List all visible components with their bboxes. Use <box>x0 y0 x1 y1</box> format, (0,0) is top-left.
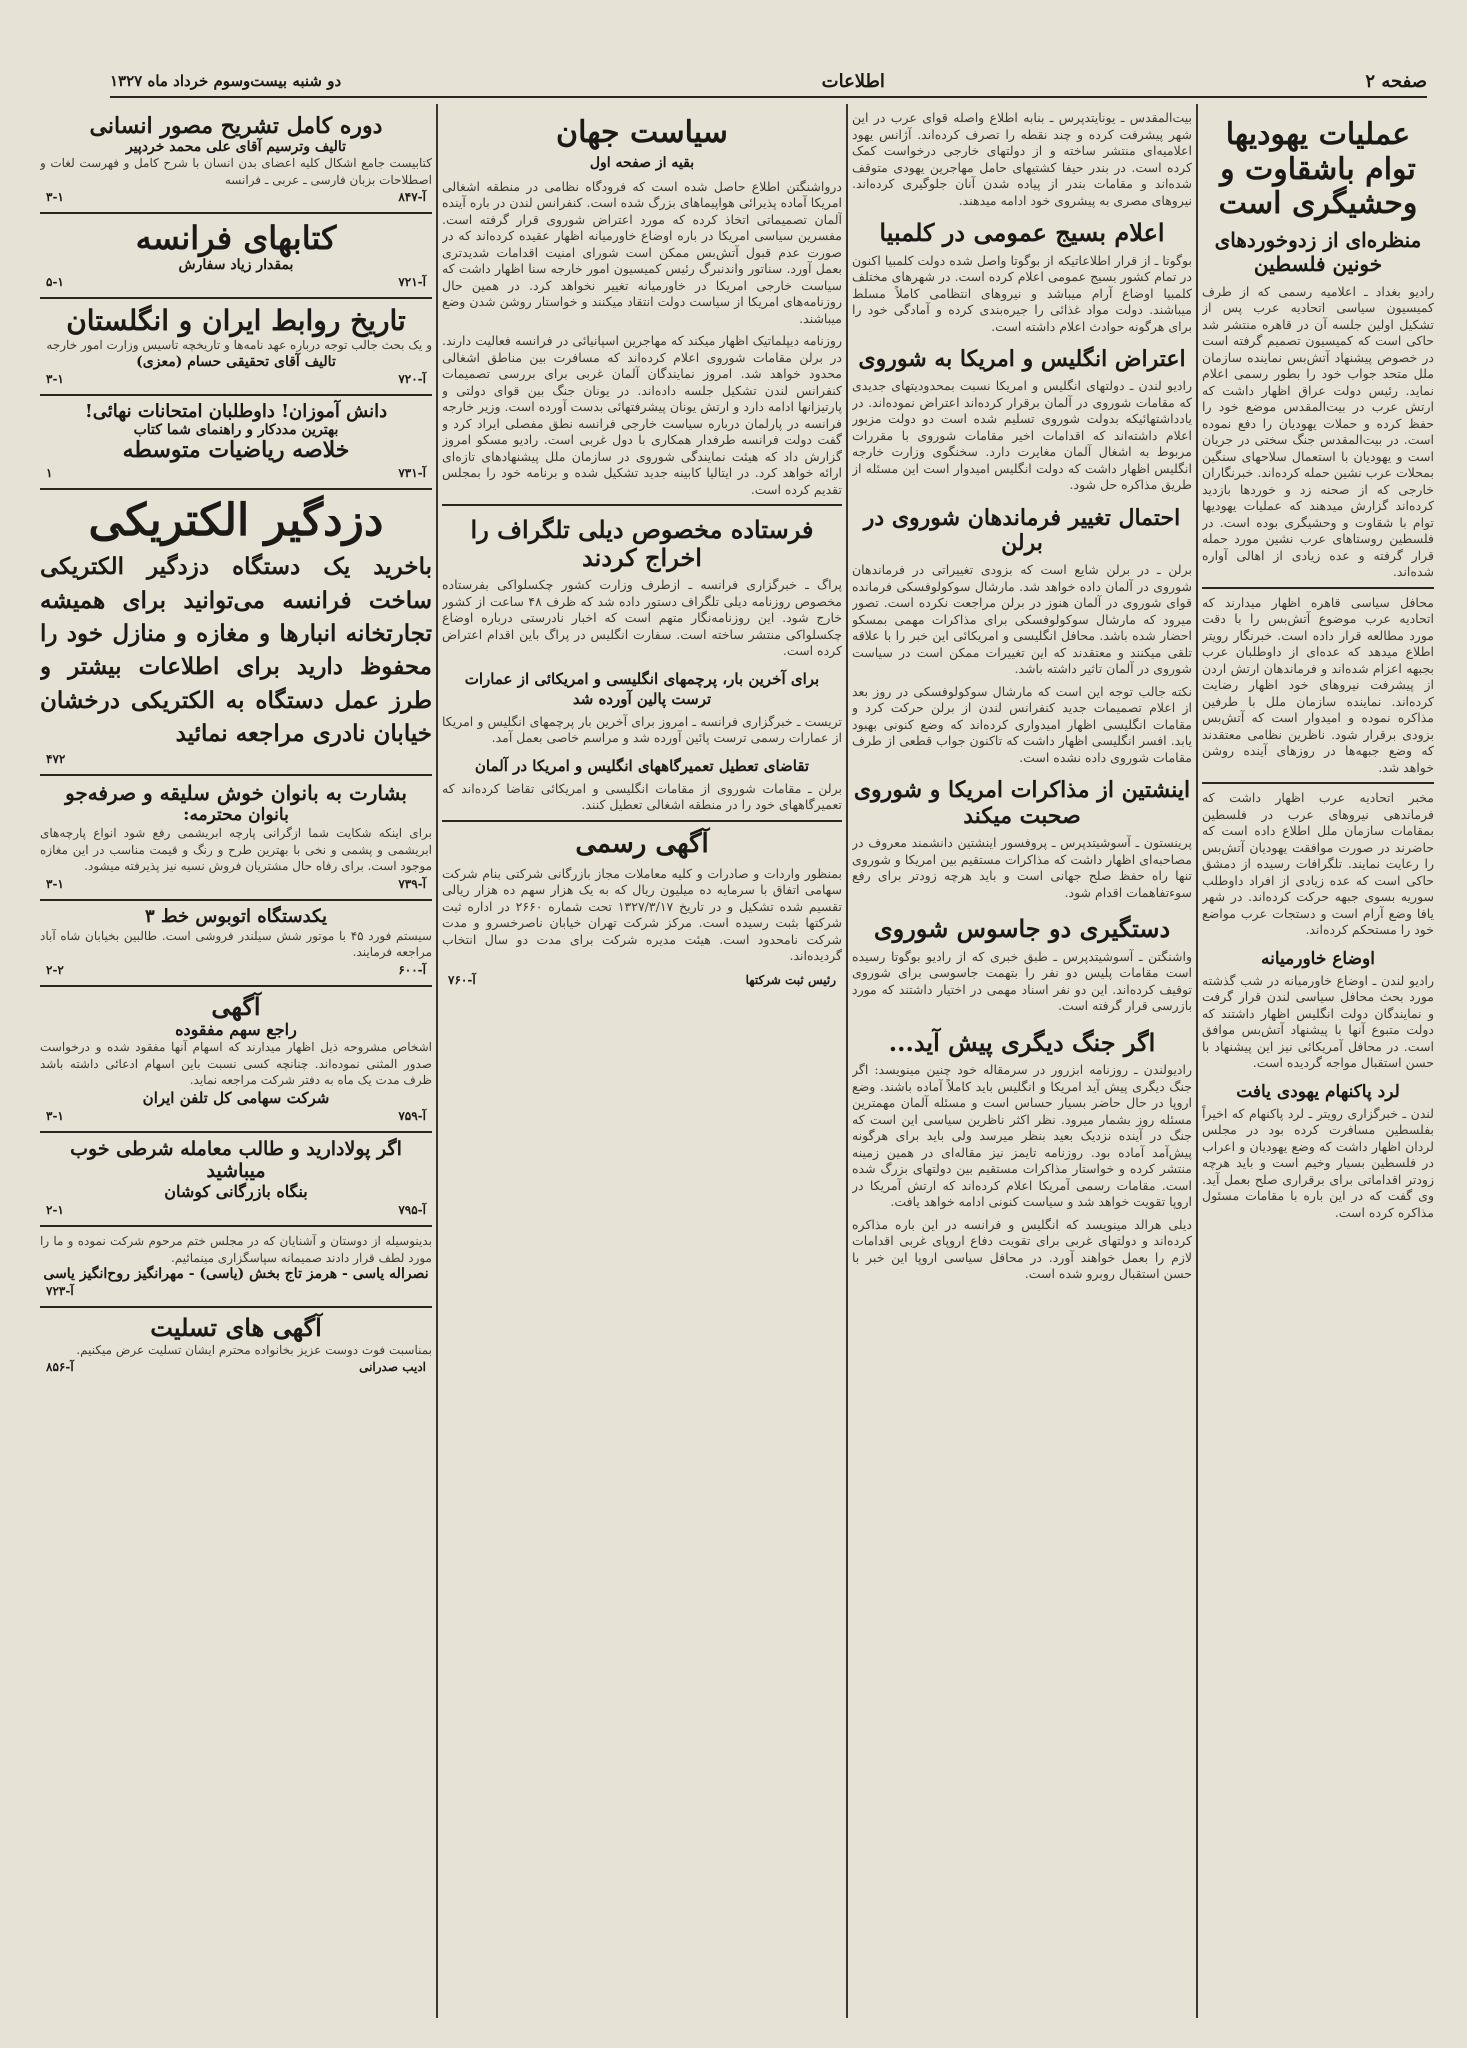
headline-einstein: اینشتین از مذاکرات امریکا و شوروی صحبت میکند <box>853 777 1191 829</box>
headline-protest: اعتراض انگلیس و امریکا به شوروی <box>858 346 1186 373</box>
headline-world-politics: سیاست جهان <box>556 115 728 150</box>
ad-thanks-sign: نصراله یاسی - هرمز تاج بخش (یاسی) - مهرانگیز روح‌انگیز یاسی <box>43 1266 429 1283</box>
ad-history-author: تالیف آقای تحقیقی حسام (معزی) <box>136 353 336 370</box>
headline-flags-2: ترست پالین آورده شد <box>572 689 712 708</box>
column-4-ads <box>40 110 432 2018</box>
ad-ladies-code: آ-۷۳۹ <box>398 876 426 891</box>
official-notice-footer <box>442 971 842 989</box>
masthead <box>110 66 1427 98</box>
colombia-body: بوگوتا ـ از قرار اطلاعاتیکه از بوگوتا واصل شده دولت کلمبیا اکنون در تمام کشور بسیج عمومی اعلام کرده است. در شهرهای مختلف کلمبیا اوضاع آرام میباشد و نیروهای انتظامی کاملاً مسلط میباشند. دولت مواد غذائی را جیره‌بندی کرده و آمادگی خود را برای هرگونه حوادث اعلام داشته است. <box>852 252 1192 334</box>
lead-article-body-2: محافل سیاسی قاهره اظهار میدارند که اتحادیه عرب موضوع آتش‌بس را با دقت مورد مطالعه قرار داده است. خبرنگار رویتر اطلاع میدهد که عده‌ای از داوطلبان عرب بجبهه اعزام شده‌اند و فرماندهان ارتش اردن از پیشرفت نیروهای خود اظهار رضایت کرده‌اند. نماینده سازمان ملل با طرفین مذاکره نموده و امیدوار است که آتش‌بس بزودی برقرار شود. ناظرین نظامی معتقدند که وضع جبهه‌ها در روزهای آینده روشن خواهد شد. <box>1202 594 1434 775</box>
ad-bus-code: آ-۶۰۰ <box>398 962 426 977</box>
ad-ladies-num: ۳-۱ <box>46 876 64 891</box>
ad-students-num: ۱ <box>46 465 53 480</box>
ad-condolence-footer <box>40 1358 432 1376</box>
section-body-3: لندن ـ خبرگزاری رویتر ـ لرد پاکنهام که اخیراً بفلسطین مسافرت کرده بود در مجلس لردان اظهار داشت که وضع یهودیان و اعراب در فلسطین بسیار وخیم است و باید هرچه زودتر اقداماتی برای برقراری صلح بعمل آید. وی گفت که در این باره با مقامات مسئول مذاکره کرده است. <box>1202 1105 1434 1220</box>
column-3 <box>442 110 842 2018</box>
ad-lost-share-num: ۳-۱ <box>46 1108 64 1123</box>
ad-bus-body: سیستم فورد ۴۵ با موتور شش سیلندر فروشی است. طالبین بخیابان شاه آباد مراجعه فرمایند. <box>40 928 432 960</box>
ad-trade-num: ۲-۱ <box>46 1203 64 1218</box>
ad-students-code: آ-۷۳۱ <box>398 465 426 480</box>
war-body-2: دیلی هرالد مینویسد که انگلیس و فرانسه در این باره مذاکره کرده‌اند و دولتهای غربی برای تقویت دفاع اروپای غربی اقدامات لازم را بعمل خواهند آورد. در محافل سیاسی اروپا این خبر با حسن استقبال روبرو شده است. <box>852 1216 1192 1282</box>
official-notice-body: بمنظور واردات و صادرات و کلیه معاملات مجاز بازرگانی شرکتی بنام شرکت سهامی اتفاق با سرمایه ده میلیون ریال که به یک هزار سهم ده هزار ریالی تقسیم شده تشکیل و در تاریخ ۱۳۲۷/۳/۱۷ تحت شماره ۲۶۶۰ در اداره ثبت شرکتها بثبت رسیده است. مرکز شرکت تهران خیابان ناصرخسرو و مدت شرکت نامحدود است. هیئت مدیره شرکت برای مدت دو سال انتخاب گردیده‌اند. <box>442 865 842 964</box>
ad-lost-share-sub: راجع سهم مفقوده <box>175 1020 297 1040</box>
ad-lost-share-company: شرکت سهامی کل تلفن ایران <box>142 1088 330 1107</box>
ad-alarm-code: ۴۷۲ <box>46 752 66 767</box>
ad-alarm-title: دزدگیر الکتریکی <box>88 494 384 546</box>
official-notice-title: آگهی رسمی <box>575 828 709 859</box>
ad-bus-title: یکدستگاه اتوبوس خط ۳ <box>144 905 328 927</box>
ad-french-books-footer <box>40 273 432 291</box>
berlin-body-2: نکته جالب توجه این است که مارشال سوکولوفسکی در روز بعد از اعلام تصمیمات جدید کنفرانس لندن از برلن حرکت کرد و مقامات انگلیسی اظهار امیدواری کرده‌اند که وضع کنونی بهبود یابد. افسر انگلیسی اظهار داشت که تاکنون جواب قطعی از طرف مقامات شوروی داده نشده است. <box>852 683 1192 765</box>
world-politics-body-2: روزنامه دیپلماتیک اظهار میکند که مهاجرین اسپانیائی در فرانسه فعالیت دارند. در برلن مقامات شوروی اعلام کرده‌اند که مسافرت بین مناطق اشغالی محدود خواهد شد. امروز نمایندگان آلمان غربی برای بررسی تصمیمات کنفرانس لندن تشکیل جلسه داده‌اند. در یونان جنگ بین قوای دولتی و پارتیزانها ادامه دارد و ارتش یونان پیشرفتهائی بدست آورده است. وزیر خارجه فرانسه در پارلمان درباره سیاست خارجی فرانسه نطق مفصلی ایراد کرد و گفت دولت فرانسه طرفدار همکاری با دول غربی است. رادیو مسکو امروز گزارش داد که هیئت نمایندگی شوروی در سازمان ملل پیشنهادهای تازه‌ای ارائه خواهد کرد. در ایتالیا کابینه جدید تشکیل شده و برنامه خود را بمجلس تقدیم کرده است. <box>442 333 842 497</box>
ad-history-title: تاریخ روابط ایران و انگلستان <box>66 304 406 338</box>
ad-history-code: آ-۷۲۰ <box>398 371 426 386</box>
ad-trade-sub: بنگاه بازرگانی کوشان <box>164 1182 308 1202</box>
protest-body: رادیو لندن ـ دولتهای انگلیس و امریکا نسبت بمحدودیتهای جدیدی که مقامات شوروی در آلمان برقرار کرده‌اند اعتراض نموده‌اند. در یادداشتهائیکه بدولت شوروی تسلیم شده است دو دولت مزبور اعلام داشته‌اند که اقدامات اخیر مقامات شوروی با مقررات مربوط به اشغال آلمان مغایرت دارد. سخنگوی وزارت خارجه انگلیس اظهار داشت که دولت انگلیس امیدوار است این مسئله از طریق مذاکره حل شود. <box>852 378 1192 493</box>
ad-condolence-sign: ادیب صدرانی <box>359 1360 426 1375</box>
ad-french-books-num: ۵-۱ <box>46 275 64 290</box>
ad-history-footer <box>40 370 432 388</box>
ad-students-title: دانش آموزان! داوطلبان امتحانات نهائی! <box>84 400 388 422</box>
ad-lost-share-code: آ-۷۵۹ <box>398 1108 426 1123</box>
ad-thanks-body: بدینوسیله از دوستان و آشنایان که در مجلس ختم مرحوم شرکت نموده و ما را مورد لطف قرار دادند صمیمانه سپاسگزاری مینمائیم. <box>40 1234 432 1265</box>
notice-signature: رئیس ثبت شرکتها <box>745 972 836 987</box>
ad-lost-share-title: آگهی <box>211 991 261 1021</box>
ad-french-books-code: آ-۷۲۱ <box>398 275 426 290</box>
ad-ladies-title: بشارت به بانوان خوش سلیقه و صرفه‌جو <box>65 781 407 806</box>
ad-thanks-footer <box>40 1282 432 1300</box>
lead-article-body: رادیو بغداد ـ اعلامیه رسمی که از طرف کمیسیون سیاسی اتحادیه عرب پس از تشکیل اولین جلسه آن در قاهره منتشر شد حاکی است که کمیسیون تصمیم گرفته است در خصوص پیشنهاد آتش‌بس نماینده سازمان ملل متحد جواب خود را بطور رسمی اعلام نماید. رئیس دولت عراق اظهار داشت که ارتش عرب در بیت‌المقدس موضع خود را حفظ کرده و حملات یهودیان را دفع نموده است. در بیت‌المقدس جنگ سختی در جریان است و یهودیان با استعمال سلاحهای سنگین بمحلات عرب نشین حمله کرده‌اند. خبرنگاران خارجی که از صحنه زد و خوردها بازدید کرده‌اند گزارش میدهند که عملیات یهودیها توام با شقاوت و وحشیگری بوده است. در فلسطین روستاهای عرب نشین مورد حمله قرار گرفته و عده زیادی از اهالی آواره شده‌اند. <box>1202 283 1434 579</box>
column-rule <box>436 104 438 2018</box>
headline-colombia: اعلام بسیج عمومی در کلمبیا <box>879 218 1165 247</box>
ad-trade-title: اگر پولادارید و طالب معامله شرطی خوب میباشید <box>70 1137 402 1182</box>
column-rule <box>1196 104 1198 2018</box>
col2-top-body: بیت‌المقدس ـ یونایتدپرس ـ بنابه اطلاع واصله قوای عرب در این شهر پیشرفت کرده و چند نقطه را تصرف کرده‌اند. آژانس یهود اعلامیه‌ای منتشر ساخته و از دولتهای خارجی درخواست کمک کرده است. در بندر حیفا کشتیهای حامل مهاجرین یهودی متوقف شده‌اند و مقامات بندر از پیاده شدن آنان جلوگیری کرده‌اند. نیروهای مصری به پیشروی خود ادامه میدهند. <box>852 110 1192 208</box>
einstein-body: پرینستون ـ آسوشیتدپرس ـ پروفسور اینشتین دانشمند معروف در مصاحبه‌ای اظهار داشت که مذاکرات مستقیم بین امریکا و شوروی تنها راه حفظ صلح جهانی است و باید هرچه زودتر برای رفع سوءتفاهمات اقدام شود. <box>852 835 1192 900</box>
ad-condolence-body: بمناسبت فوت دوست عزیز بخانواده محترم ایشان تسلیت عرض میکنیم. <box>76 1342 432 1357</box>
ad-anatomy-code: آ-۸۴۷ <box>398 190 426 205</box>
ad-ladies-body: برای اینکه شکایت شما ازگرانی پارچه ابریشمی رفع شود انواع پارچه‌های ابریشمی و پشمی و نخی با بهترین طرح و رنگ و قیمت مناسب در این مغازه موجود است. برای رفاه حال مشتریان فروش نسیه نیز پذیرفته میشود. <box>40 826 432 874</box>
column-1 <box>1202 110 1434 2018</box>
lead-headline: عملیات یهودیها توام باشقاوت و وحشیگری است <box>1218 117 1418 221</box>
spies-body: واشنگتن ـ آسوشیتدپرس ـ طبق خبری که از رادیو بوگوتا رسیده است مقامات پلیس دو نفر را بتهمت جاسوسی برای شوروی توقیف کرده‌اند. این دو نفر اسناد مهمی در اختیار داشتند که مورد بازرسی قرار گرفته است. <box>852 948 1192 1014</box>
ad-history-body: و یک بحث جالب توجه درباره عهد نامه‌ها و تاریخچه تاسیس وزارت امور خارجه <box>46 338 432 353</box>
headline-spies: دستگیری دو جاسوس شوروی <box>873 914 1171 944</box>
headline-war: اگر جنگ دیگری پیش آید... <box>888 1027 1156 1057</box>
ad-students-sub: بهترین مددکار و راهنمای شما کتاب <box>133 422 339 439</box>
column-rule <box>846 104 848 2018</box>
ad-anatomy-num: ۳-۱ <box>46 190 64 205</box>
ad-lost-share-footer <box>40 1107 432 1125</box>
section-head-3: لرد پاکنهام یهودی یافت <box>1236 1081 1400 1102</box>
section-head: اوضاع خاورمیانه <box>1261 948 1375 969</box>
continued-note: بقیه از صفحه اول <box>589 154 695 171</box>
ad-thanks-code: آ-۷۲۳ <box>46 1284 74 1299</box>
ad-condolence-title: آگهی های تسلیت <box>150 1313 322 1343</box>
ad-history-num: ۳-۱ <box>46 371 64 386</box>
ad-ladies-sub: بانوان محترمه: <box>183 805 289 826</box>
headline-germany-repairs: تقاضای تعطیل تعمیرگاههای انگلیس و امریکا در آلمان <box>474 756 810 775</box>
telegraph-body: پراگ ـ خبرگزاری فرانسه ـ ازطرف وزارت کشور چکسلواکی بفرستاده مخصوص روزنامه دیلی تلگراف دستور داده شد که ظرف ۴۸ ساعت از کشور خارج شود. این روزنامه‌نگار متهم است که اخبار نادرستی درباره اوضاع چکسلواکی منتشر ساخته است. سفارت انگلیس در پراگ باین اقدام اعتراض کرده است. <box>442 577 842 659</box>
ad-anatomy-footer <box>40 188 432 206</box>
war-body: رادیولندن ـ روزنامه ابزرور در سرمقاله خود چنین مینویسد: اگر جنگ دیگری پیش آید امریکا و انگلیس باید کاملاً آماده باشند. وضع اروپا در حال حاضر بسیار حساس است و مسئله آلمان مهمترین مسئله روز بشمار میرود. نظر اکثر ناظرین سیاسی این است که جنگ در آینده نزدیک بعید بنظر میرسد ولی باید برای هرگونه پیش‌آمد آماده بود. روزنامه تایمز نیز مقاله‌ای در همین زمینه منتشر کرده و خواستار مذاکرات مستقیم بین دولتهای بزرگ شده است. مقامات رسمی آمریکا اعلام کرده‌اند که ارتش آمریکا در اروپا تقویت خواهد شد و سیاست کنونی ادامه خواهد یافت. <box>852 1062 1192 1210</box>
ad-french-books-sub: بمقدار زیاد سفارش <box>178 257 294 274</box>
berlin-body: برلن ـ در برلن شایع است که بزودی تغییراتی در فرماندهان شوروی در آلمان داده خواهد شد. مارشال سوکولوفسکی فرمانده قوای شوروی در آلمان هنوز در برلن مراجعت نکرده است. تصور میرود که مارشال سوکولوفسکی برای مذاکرات مهمی بمسکو احضار شده باشد. محافل انگلیسی و امریکائی این خبر را با علاقه تلقی میکنند و معتقدند که این تغییرات ممکن است در سیاست شوروی در آلمان تاثیر داشته باشد. <box>852 562 1192 677</box>
ad-condolence-code: آ-۸۵۶ <box>46 1360 74 1375</box>
headline-daily-telegraph: فرستاده مخصوص دیلی تلگراف را اخراج کردند <box>470 515 814 572</box>
ad-anatomy-author: تالیف وترسیم آقای علی محمد خردپیر <box>125 139 347 156</box>
lead-subhead: منظره‌ای از زدوخوردهای خونین فلسطین <box>1214 227 1422 276</box>
ad-bus-footer <box>40 961 432 979</box>
ad-alarm-footer <box>40 750 432 768</box>
ad-anatomy-title: دوره کامل تشریح مصور انسانی <box>89 113 383 139</box>
headline-flags: برای آخرین بار، پرچمهای انگلیسی و امریکائی از عمارات <box>464 669 820 688</box>
ad-anatomy-body: کتابیست جامع اشکال کلیه اعضای بدن انسان با شرح کامل و فهرست لغات و اصطلاحات بزبان فارسی ـ عربی ـ فرانسه <box>40 156 432 187</box>
headline-berlin: احتمال تغییر فرماندهان شوروی در برلن <box>863 504 1181 557</box>
ad-bus-num: ۲-۲ <box>46 962 64 977</box>
flags-body: تریست ـ خبرگزاری فرانسه ـ امروز برای آخرین بار پرچمهای انگلیس و امریکا از عمارات رسمی ترست پائین آورده شد و مراسم خاصی بعمل آمد. <box>442 713 842 746</box>
ad-students-footer <box>40 464 432 482</box>
paper-name: اطلاعات <box>821 70 885 92</box>
ad-alarm-body: باخرید یک دستگاه دزدگیر الکتریکی ساخت فرانسه می‌توانید برای همیشه تجارتخانه انبارها و مغازه و منازل خود را محفوظ دارید برای اطلاعات بیشتر و طرز عمل دستگاه به الکتریکی درخشان خیابان نادری مراجعه نمائید <box>40 553 432 748</box>
ad-lost-share-body: اشخاص مشروحه ذیل اظهار میدارند که اسهام آنها مفقود شده و درخواست صدور المثنی نموده‌اند. چنانچه کسی نسبت باین اسهام ادعائی داشته باشد ظرف مدت یک ماه به دفتر شرکت مراجعه نماید. <box>40 1040 432 1088</box>
issue-date: دو شنبه بیست‌و‌سوم خرداد ماه ۱۳۲۷ <box>110 72 342 90</box>
repairs-body: برلن ـ مقامات شوروی از مقامات انگلیسی و امریکائی تقاضا کرده‌اند که تعمیرگاههای خود را در منطقه اشغالی تعطیل کنند. <box>442 780 842 813</box>
section-body: رادیو لندن ـ اوضاع خاورمیانه در شب گذشته مورد بحث محافل سیاسی لندن قرار گرفت و نمایندگان دولت انگلیس اظهار داشتند که دولت متبوع آنها با پیشنهاد آتش‌بس موافق است. در محافل آمریکائی نیز این پیشنهاد با حسن استقبال مواجه گردیده است. <box>1202 972 1434 1070</box>
page-label: صفحه ۲ <box>1365 70 1427 92</box>
notice-code: آ-۷۶۰ <box>448 972 476 987</box>
lead-article-body-3: مخبر اتحادیه عرب اظهار داشت که فرماندهی نیروهای عرب در فلسطین بمقامات سازمان ملل اطلاع داده است که حاضرند در صورت موافقت یهودیان آتش‌بس را رعایت نمایند. تلگرافات رسیده از دمشق حاکی است که عده زیادی از افراد داوطلب سوریه بسوی جبهه حرکت کرده‌اند. در شهر یافا وضع آرام است و دستجات عرب مواضع خود را مستحکم کرده‌اند. <box>1202 790 1434 937</box>
ad-trade-footer <box>40 1201 432 1219</box>
ad-students-book: خلاصه ریاضیات متوسطه <box>122 437 350 464</box>
ad-french-books-title: کتابهای فرانسه <box>135 219 337 258</box>
ad-ladies-footer <box>40 875 432 893</box>
column-2 <box>852 110 1192 2018</box>
world-politics-body: درواشنگتن اطلاع حاصل شده است که فرودگاه نظامی در منطقه اشغالی امریکا آماده پذیرائی هواپیماهای بزرگ شده است. کنفرانس لندن در باره آینده آلمان تصمیماتی اتخاذ کرده که مورد اعتراض شوروی قرار گرفته است. مفسرین سیاسی امریکا در باره اوضاع خاورمیانه اظهار عقیده کرده‌اند که در صورت عدم قبول آتش‌بس ممکن است شورای امنیت اقدامات شدیدتری بعمل آورد. سناتور واندنبرگ رئیس کمیسیون امور خارجه سنا اظهار داشت که سیاست خارجی امریکا در خاورمیانه تغییر نخواهد کرد. در همین حال روزنامه‌های امریکا از سیاست دولت انتقاد میکنند و خواستار روشن شدن وضع میباشند. <box>442 178 842 326</box>
ad-trade-code: آ-۷۹۵ <box>398 1203 426 1218</box>
